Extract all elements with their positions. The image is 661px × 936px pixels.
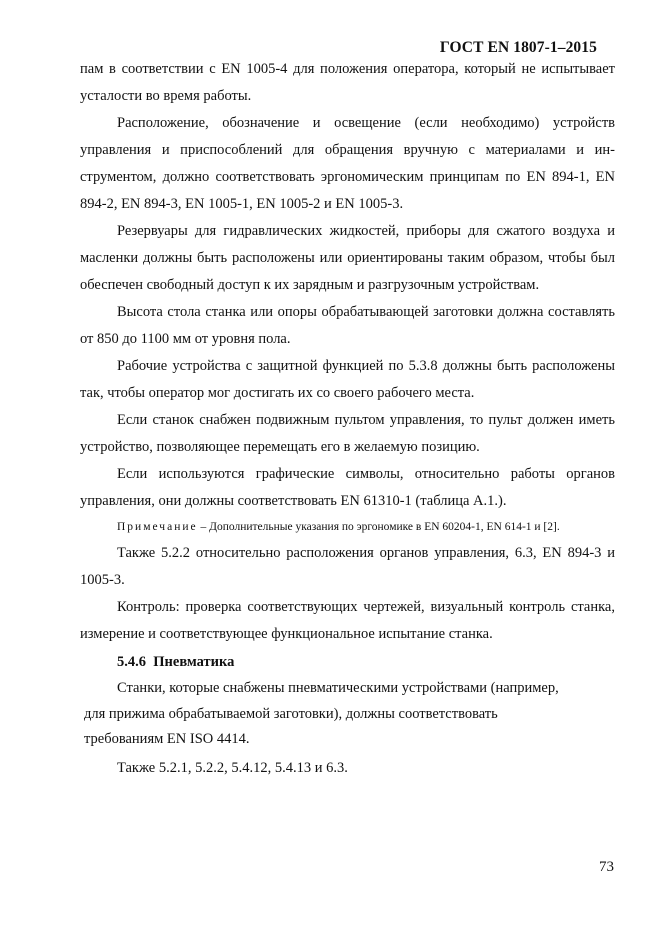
- body-text: [80, 56, 615, 782]
- paragraph-continuation: пам в соответствии с EN 1005-4 для положения оператора, который не испытывает усталости во время работы.: [80, 61, 615, 104]
- paragraph-mobile-pendant: Если станок снабжен подвижным пультом управления, то пульт должен иметь устройство, позволяющее перемещать его в желаемую позицию.: [80, 412, 615, 455]
- paragraph-table-height: Высота стола станка или опоры обрабатывающей заготовки должна составлять от 850 до 1100 мм от уровня пола.: [80, 304, 615, 347]
- paragraph-also-controls: Также 5.2.2 относительно расположения органов управления, 6.3, EN 894-3 и 1005-3.: [80, 545, 615, 588]
- note: [80, 515, 615, 540]
- section-title: Пневматика: [153, 654, 235, 670]
- section-line: Станки, которые снабжены пневматическими устройствами (например,: [117, 680, 559, 696]
- section-pneumatics-text: [80, 676, 615, 753]
- paragraph-protective-devices: Рабочие устройства с защитной функцией по 5.3.8 должны быть расположены так, чтобы оператор мог достигать их со своего рабочего места.: [80, 358, 615, 401]
- paragraph-verification: Контроль: проверка соответствующих чертежей, визуальный контроль станка, измерение и соответствующее функциональное испытание станка.: [80, 599, 615, 642]
- paragraph-controls-layout: Расположение, обозначение и освещение (если необходимо) устройств управления и приспособлений для обращения вручную с материалами и инструментом, должно соответствовать эргономическим принципам по EN 894-1, EN 894-2, EN 894-3, EN 1005-1, EN 1005-2 и EN 1005-3.: [80, 115, 615, 212]
- note-label: Примечание: [117, 521, 198, 533]
- section-also: Также 5.2.1, 5.2.2, 5.4.12, 5.4.13 и 6.3.: [117, 759, 348, 776]
- section-line: требованиям EN ISO 4414.: [84, 731, 250, 747]
- note-text: – Дополнительные указания по эргономике в EN 60204-1, EN 614-1 и [2].: [197, 521, 560, 533]
- standard-header: ГОСТ EN 1807-1–2015: [439, 39, 597, 56]
- paragraph-reservoirs: Резервуары для гидравлических жидкостей, приборы для сжатого воздуха и масленки должны быть расположены или ориентированы таким образом, чтобы был обеспечен свободный доступ к их зарядным и разгрузочным устройствам.: [80, 223, 615, 293]
- page-number: 73: [599, 859, 614, 875]
- section-number: 5.4.6: [117, 654, 146, 670]
- paragraph-graphic-symbols: Если используются графические символы, относительно работы органов управления, они должны соответствовать EN 61310-1 (таблица А.1.).: [80, 466, 615, 509]
- section-heading: [80, 648, 615, 676]
- section-line: для прижима обрабатываемой заготовки), должны соответствовать: [84, 705, 498, 722]
